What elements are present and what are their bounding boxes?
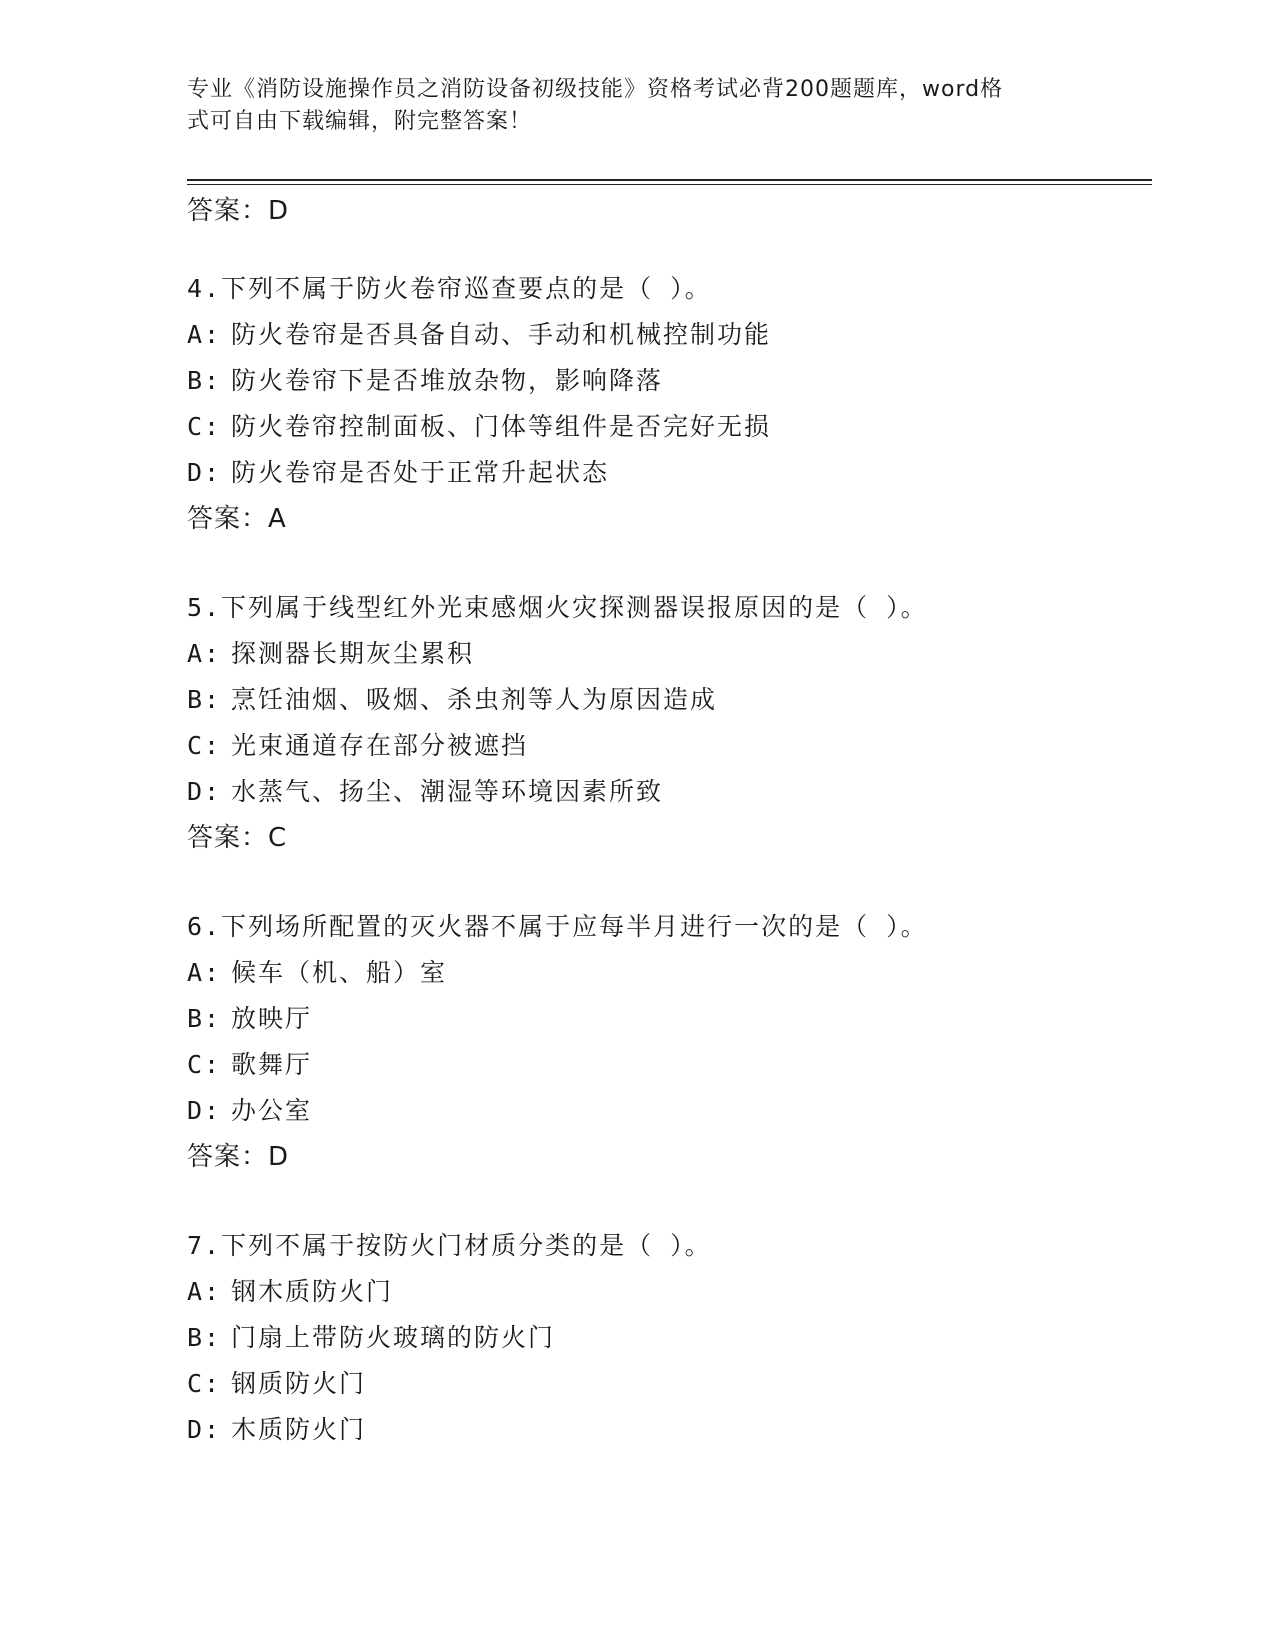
- option-a: [187, 312, 1167, 358]
- option-d: [187, 1407, 1167, 1453]
- option-label: C:: [187, 1050, 222, 1079]
- option-label: D:: [187, 458, 222, 487]
- option-text: 办公室: [231, 1096, 313, 1125]
- option-text: 门扇上带防火玻璃的防火门: [231, 1323, 556, 1352]
- option-label: C:: [187, 412, 222, 441]
- option-text: 防火卷帘是否处于正常升起状态: [231, 458, 610, 487]
- question-5: [187, 585, 1167, 861]
- option-a: [187, 631, 1167, 677]
- question-text: 7.下列不属于按防火门材质分类的是（ ）。: [187, 1231, 712, 1260]
- option-text: 烹饪油烟、吸烟、杀虫剂等人为原因造成: [231, 685, 718, 714]
- option-label: A:: [187, 958, 222, 987]
- option-text: 探测器长期灰尘累积: [231, 639, 475, 668]
- option-d: [187, 1088, 1167, 1134]
- option-c: [187, 1042, 1167, 1088]
- answer: 答案：C: [187, 823, 288, 853]
- question-7: [187, 1223, 1167, 1453]
- option-text: 放映厅: [231, 1004, 313, 1033]
- answer: 答案：A: [187, 504, 287, 534]
- option-label: B:: [187, 1004, 222, 1033]
- option-text: 歌舞厅: [231, 1050, 313, 1079]
- option-b: [187, 677, 1167, 723]
- option-label: D:: [187, 777, 222, 806]
- option-label: D:: [187, 1415, 222, 1444]
- option-b: [187, 358, 1167, 404]
- document-header: [187, 74, 1067, 138]
- header-line-2: 式可自由下载编辑，附完整答案！: [187, 109, 533, 134]
- option-label: B:: [187, 366, 222, 395]
- option-a: [187, 950, 1167, 996]
- option-text: 木质防火门: [231, 1415, 367, 1444]
- option-label: A:: [187, 320, 222, 349]
- option-b: [187, 1315, 1167, 1361]
- option-text: 钢木质防火门: [231, 1277, 394, 1306]
- header-line-1: 专业《消防设施操作员之消防设备初级技能》资格考试必背200题题库，word格: [187, 77, 1004, 102]
- option-label: B:: [187, 1323, 222, 1352]
- previous-question-answer: 答案：D: [187, 196, 290, 226]
- answer: 答案：D: [187, 1142, 290, 1172]
- option-label: B:: [187, 685, 222, 714]
- question-text: 4.下列不属于防火卷帘巡查要点的是（ ）。: [187, 274, 712, 303]
- option-d: [187, 450, 1167, 496]
- option-a: [187, 1269, 1167, 1315]
- option-label: A:: [187, 639, 222, 668]
- option-c: [187, 404, 1167, 450]
- option-text: 钢质防火门: [231, 1369, 367, 1398]
- question-6: [187, 904, 1167, 1180]
- question-text: 5.下列属于线型红外光束感烟火灾探测器误报原因的是（ ）。: [187, 593, 928, 622]
- option-c: [187, 1361, 1167, 1407]
- option-label: C:: [187, 731, 222, 760]
- option-text: 水蒸气、扬尘、潮湿等环境因素所致: [231, 777, 664, 806]
- option-label: A:: [187, 1277, 222, 1306]
- header-rule-thick: [187, 179, 1152, 181]
- question-4: [187, 266, 1167, 542]
- option-text: 候车（机、船）室: [231, 958, 448, 987]
- option-text: 防火卷帘下是否堆放杂物，影响降落: [231, 366, 664, 395]
- option-text: 防火卷帘是否具备自动、手动和机械控制功能: [231, 320, 772, 349]
- header-rule-thin: [187, 184, 1152, 185]
- question-text: 6.下列场所配置的灭火器不属于应每半月进行一次的是（ ）。: [187, 912, 928, 941]
- option-label: C:: [187, 1369, 222, 1398]
- option-label: D:: [187, 1096, 222, 1125]
- option-d: [187, 769, 1167, 815]
- option-text: 防火卷帘控制面板、门体等组件是否完好无损: [231, 412, 772, 441]
- option-b: [187, 996, 1167, 1042]
- option-text: 光束通道存在部分被遮挡: [231, 731, 529, 760]
- option-c: [187, 723, 1167, 769]
